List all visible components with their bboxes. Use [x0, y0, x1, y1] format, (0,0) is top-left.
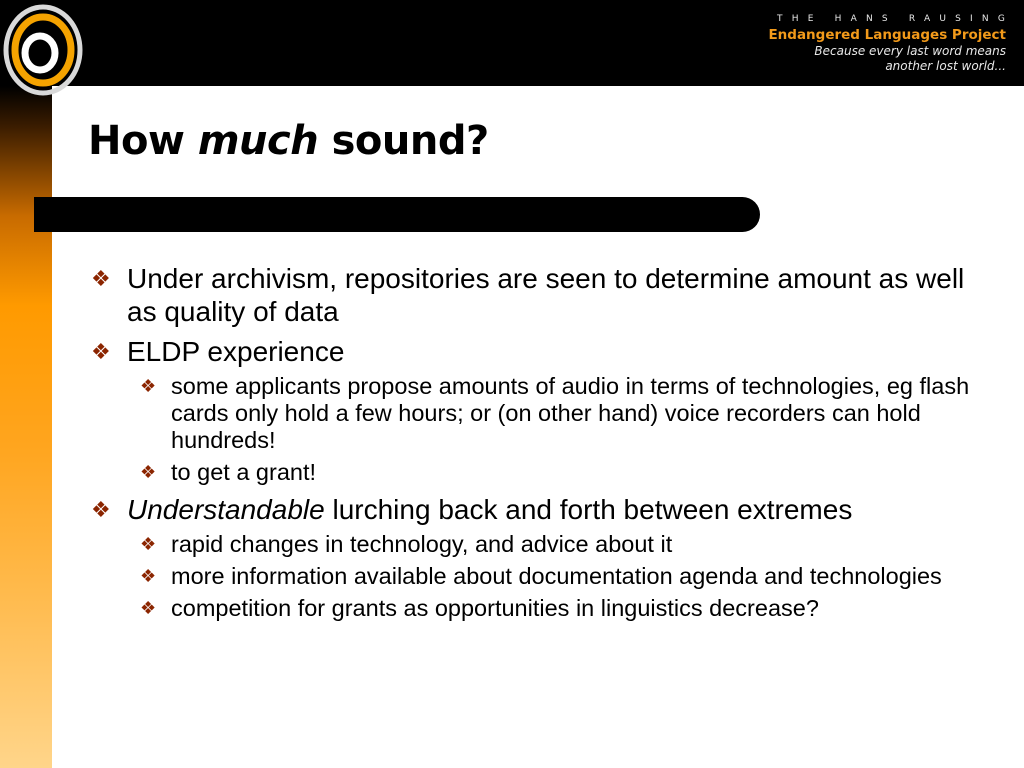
slide-title: [88, 118, 489, 164]
bullet-text: ELDP experience: [127, 336, 345, 367]
slogan-line-2: another lost world...: [885, 59, 1006, 73]
bullet-emphasis: Understandable: [127, 494, 325, 525]
bullet-item: [90, 335, 990, 368]
sub-bullet-text: some applicants propose amounts of audio in terms of technologies, eg flash cards only hold a few hours; or (on other hand) voice recorders can hold hundreds!: [171, 373, 970, 453]
diamond-bullet-icon: ❖: [140, 462, 157, 482]
sub-bullet-item: [90, 459, 990, 486]
sub-bullet-text: competition for grants as opportunities in linguistics decrease?: [171, 595, 819, 621]
diamond-bullet-icon: ❖: [140, 598, 157, 618]
brand-top-line: THE HANS RAUSING: [777, 14, 1014, 24]
brand-title: Endangered Languages Project: [768, 27, 1006, 43]
sub-bullet-text: more information available about documentation agenda and technologies: [171, 563, 942, 589]
eldp-ring-logo-icon: [2, 2, 84, 98]
sub-bullet-text: to get a grant!: [171, 459, 317, 485]
diamond-bullet-icon: ❖: [91, 266, 111, 291]
sub-bullet-item: [90, 373, 990, 454]
title-emphasis: much: [197, 118, 319, 164]
bullet-list: [90, 258, 990, 622]
left-gradient-bar: [0, 86, 52, 768]
diamond-bullet-icon: ❖: [140, 534, 157, 554]
diamond-bullet-icon: ❖: [91, 339, 111, 364]
bullet-text: lurching back and forth between extremes: [324, 494, 853, 525]
diamond-bullet-icon: ❖: [140, 376, 157, 396]
diamond-bullet-icon: ❖: [140, 566, 157, 586]
brand-block: [768, 14, 1014, 74]
bullet-item: [90, 262, 990, 328]
slogan-line-1: Because every last word means: [814, 44, 1006, 58]
bullet-text: Under archivism, repositories are seen to determine amount as well as quality of data: [127, 263, 965, 327]
title-underline-bar: [34, 197, 760, 232]
title-part-1: How: [88, 118, 198, 164]
sub-bullet-text: rapid changes in technology, and advice about it: [171, 531, 673, 557]
bullet-item: [90, 493, 990, 526]
diamond-bullet-icon: ❖: [91, 497, 111, 522]
sub-bullet-item: [90, 595, 990, 622]
brand-slogan: [768, 44, 1006, 74]
sub-bullet-item: [90, 531, 990, 558]
sub-bullet-item: [90, 563, 990, 590]
title-part-2: sound?: [318, 118, 489, 164]
